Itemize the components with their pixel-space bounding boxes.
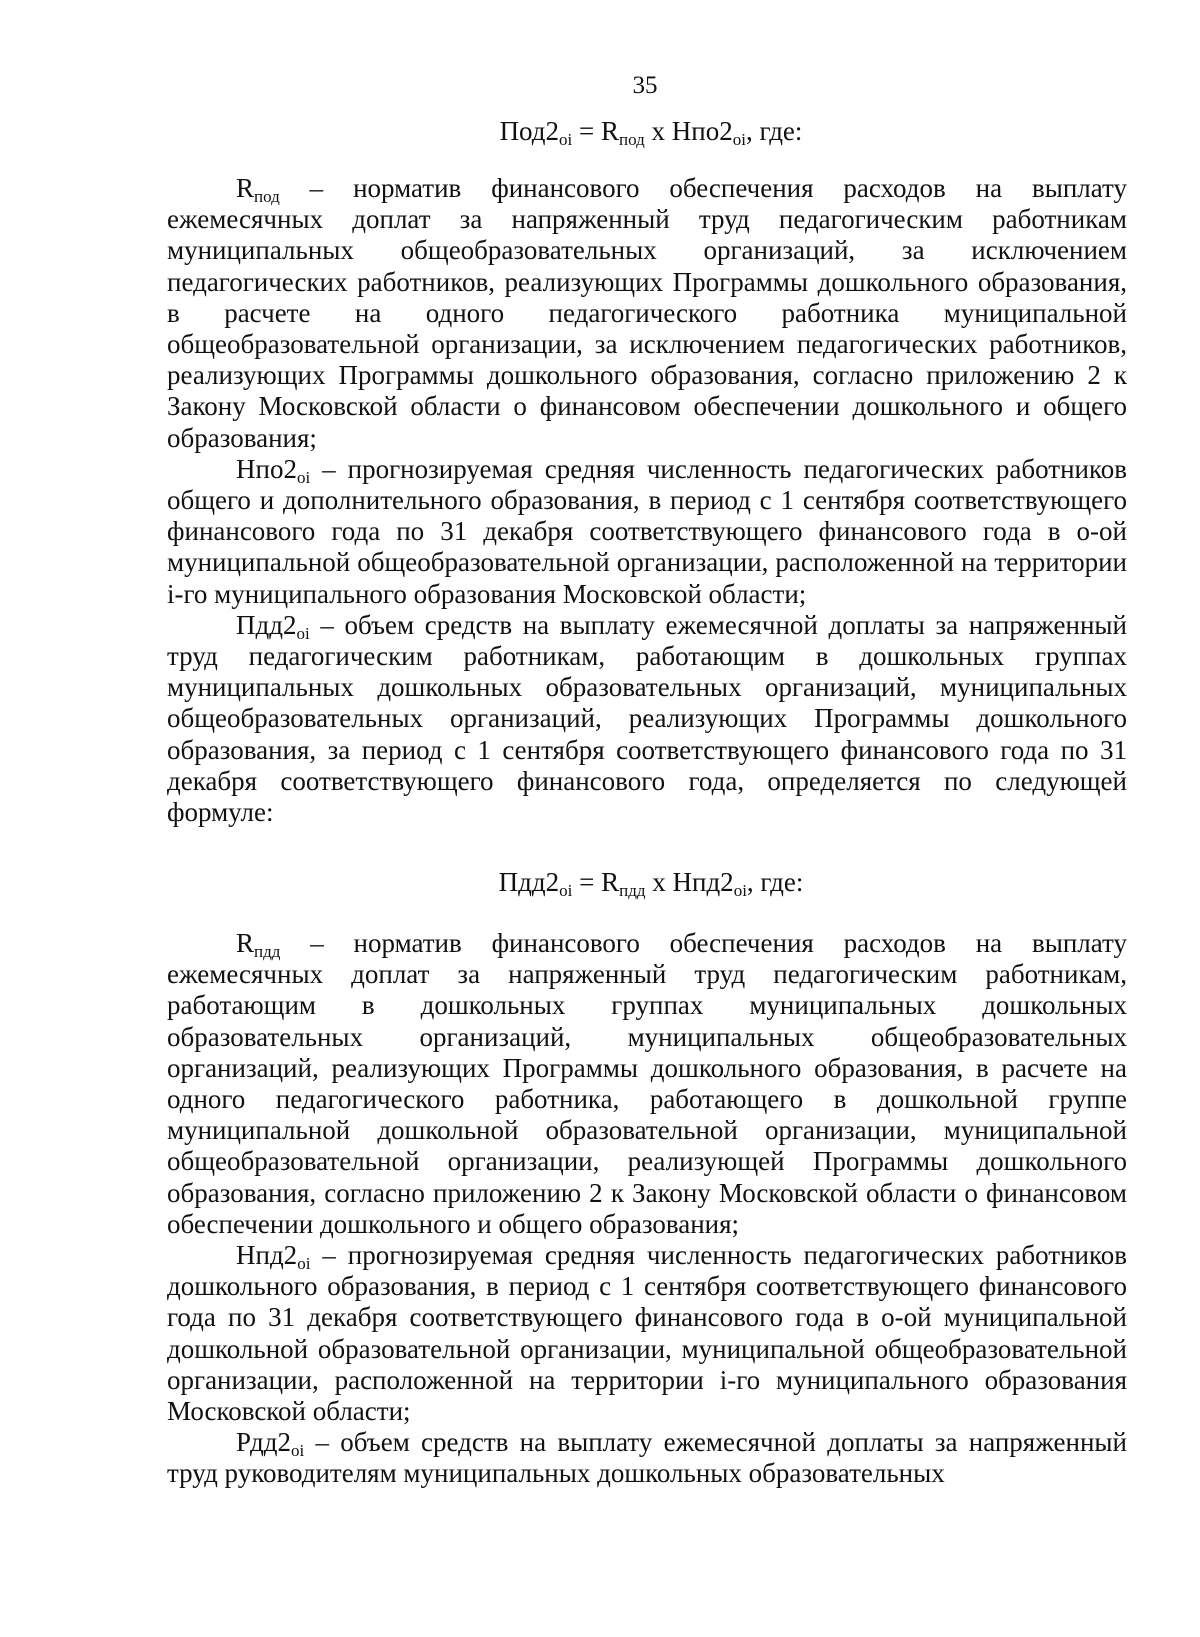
- formula-tail: , где:: [745, 116, 803, 146]
- formula-r-sub: пдд: [619, 881, 646, 900]
- formula-pdd2: [0, 866, 1200, 898]
- term: R: [236, 928, 255, 958]
- term-sub: oi: [297, 1254, 311, 1274]
- definition-text: – объем средств на выплату ежемесячной доплаты за напряженный труд педагогическим работникам, работающим в дошкольных группах муниципальных дошкольных образовательных организаций, муниципальных общеобразовательных организаций, реализующих Программы дошкольного образования, за период с 1 сентября соответствующего финансового года по 31 декабря соответствующего финансового года, определяется по следующей формуле:: [167, 609, 1127, 828]
- term-sub: oi: [290, 1441, 305, 1461]
- term: R: [236, 173, 255, 203]
- formula-eq: = R: [572, 116, 620, 146]
- definitions-block-1: [167, 173, 1127, 828]
- formula-mid: x Нпд2: [645, 867, 734, 897]
- definition-r-pod: [167, 173, 1127, 454]
- term: Нпо2: [236, 453, 297, 484]
- term: Нпд2: [236, 1240, 298, 1271]
- definition-npo2: [167, 454, 1127, 610]
- definition-text: – объем средств на выплату ежемесячной доплаты за напряженный труд руководителям муниципальных дошкольных образовательных: [167, 1427, 1127, 1489]
- term-sub: пдд: [254, 942, 281, 961]
- formula-pod2: [0, 115, 1200, 147]
- page-number: 35: [632, 72, 658, 99]
- formula-mid-sub: oi: [732, 130, 746, 149]
- formula-mid: x Нпо2: [644, 116, 733, 146]
- definition-pdd2: [167, 610, 1127, 828]
- formula-lhs: Под2: [499, 116, 560, 146]
- definition-text: – норматив финансового обеспечения расходов на выплату ежемесячных доплат за напряженный труд педагогическим работникам, работающим в дошкольных группах муниципальных дошкольных образовательных организаций, муниципальных общеобразовательных организаций, реализующих Программы дошкольного образования, в расчете на одного педагогического работника, работающего в дошкольной группе муниципальной дошкольной образовательной организации, муниципальной общеобразовательной организации, реализующей Программы дошкольного образования, согласно приложению 2 к Закону Московской области о финансовом обеспечении дошкольного и общего образования;: [167, 928, 1127, 1239]
- formula-lhs: Пдд2: [498, 867, 560, 897]
- definition-text: – прогнозируемая средняя численность педагогических работников общего и дополнительного образования, в период с 1 сентября соответствующего финансового года по 31 декабря соответствующего финансового года в о-ой муниципальной общеобразовательной организации, расположенной на территории i-го муниципального образования Московской области;: [167, 453, 1127, 609]
- definition-text: – норматив финансового обеспечения расходов на выплату ежемесячных доплат за напряженный труд педагогическим работникам муниципальных общеобразовательных организаций, за исключением педагогических работников, реализующих Программы дошкольного образования, в расчете на одного педагогического работника муниципальной общеобразовательной организации, за исключением педагогических работников, реализующих Программы дошкольного образования, согласно приложению 2 к Закону Московской области о финансовом обеспечении дошкольного и общего образования;: [167, 173, 1127, 453]
- formula-mid-sub: oi: [733, 881, 747, 900]
- formula-eq: = R: [572, 867, 620, 897]
- definition-r-pdd: [167, 928, 1127, 1240]
- term-sub: oi: [296, 623, 310, 643]
- formula-lhs-sub: oi: [559, 881, 573, 900]
- definition-text: – прогнозируемая средняя численность педагогических работников дошкольного образования, в период с 1 сентября соответствующего финансового года по 31 декабря соответствующего финансового года в о-ой муниципальной дошкольной образовательной организации, муниципальной общеобразовательной организации, расположенной на территории i-го муниципального образования Московской области;: [167, 1240, 1127, 1427]
- formula-tail: , где:: [746, 867, 804, 897]
- term: Рдд2: [236, 1427, 291, 1458]
- definitions-block-2: [167, 928, 1127, 1490]
- definition-rdd2: [167, 1427, 1127, 1489]
- term-sub: под: [254, 187, 280, 206]
- term-sub: oi: [296, 467, 311, 487]
- formula-lhs-sub: oi: [559, 130, 573, 149]
- formula-r-sub: под: [619, 130, 645, 149]
- definition-npd2: [167, 1240, 1127, 1427]
- term: Пдд2: [236, 609, 297, 640]
